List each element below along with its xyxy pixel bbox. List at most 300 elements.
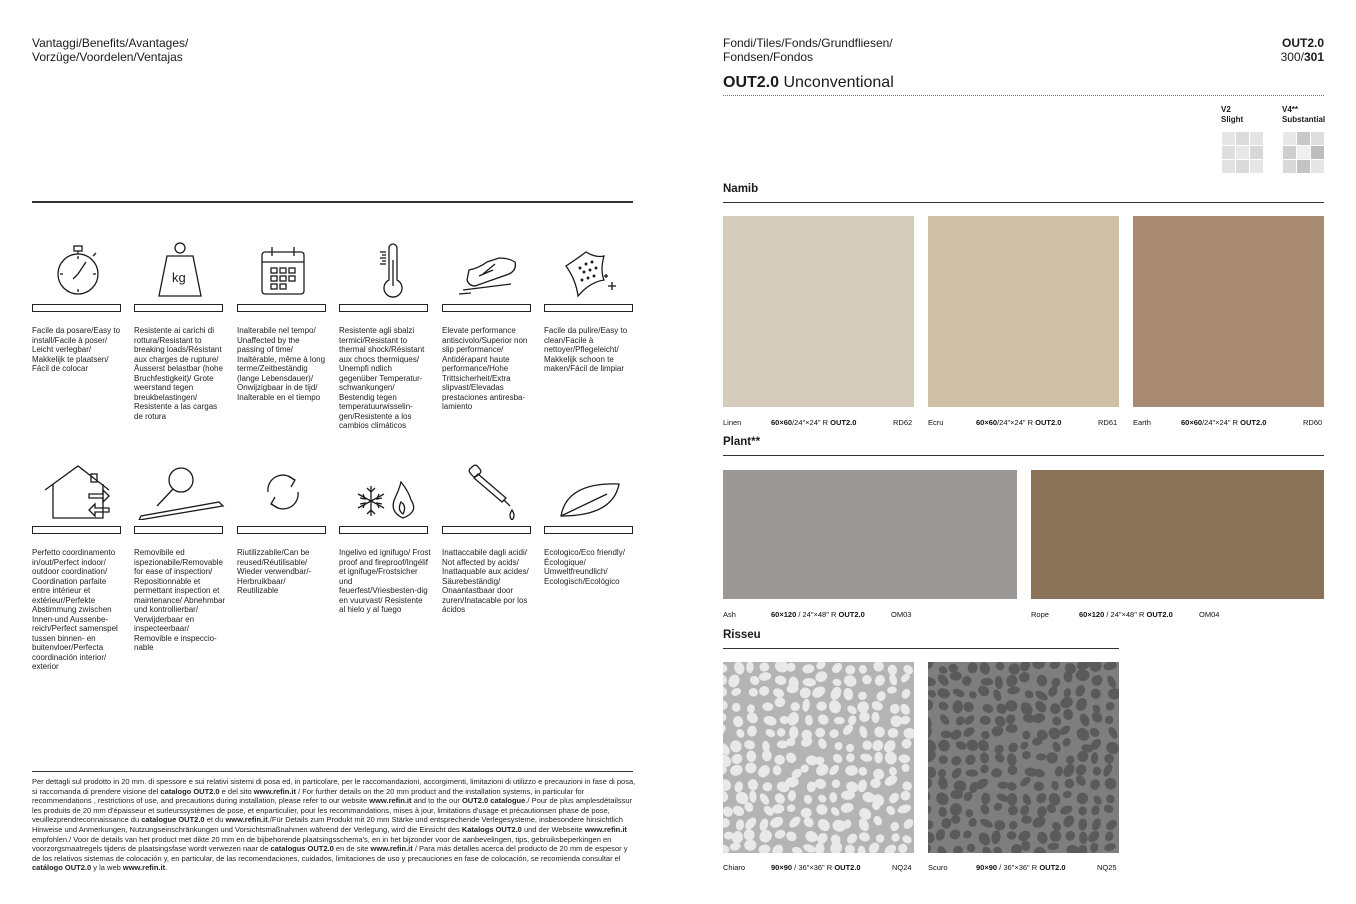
tile-swatch-ecru (928, 216, 1119, 407)
pebble (874, 752, 883, 764)
pebble (928, 662, 935, 671)
tile-name: Scuro (928, 863, 948, 872)
pebble (1074, 774, 1088, 788)
pebble (831, 752, 844, 765)
pebble (1031, 814, 1048, 829)
pebble (967, 817, 978, 828)
pebble (1033, 781, 1045, 792)
pebble (1006, 781, 1018, 793)
anti-slip-shoe-icon (442, 238, 534, 298)
pebble (948, 828, 962, 841)
pebble (756, 763, 772, 780)
tile-code: RD62 (893, 418, 913, 427)
pebble (843, 687, 855, 701)
pebble (1104, 830, 1115, 842)
pebble (949, 802, 964, 817)
pebble (1063, 687, 1072, 698)
pebble (762, 750, 772, 762)
pebble (1092, 794, 1104, 806)
section-title-risseu: Risseu (723, 629, 761, 641)
pebble (941, 817, 952, 829)
benefit-acid-resistant (442, 460, 534, 615)
pebble (830, 662, 844, 675)
pebble (859, 753, 873, 763)
pebble (1054, 766, 1064, 778)
brand-name: OUT2.0 (1281, 36, 1324, 50)
pebble (1023, 689, 1035, 700)
pebble (1074, 762, 1089, 777)
page-number: 300/301 (1280, 50, 1324, 64)
pebble (1018, 662, 1032, 673)
pebble (744, 761, 758, 775)
pebble (843, 843, 857, 853)
variation-v4-swatch (1283, 132, 1324, 173)
pebble (861, 674, 872, 685)
pebble (963, 713, 976, 726)
pebble (846, 753, 855, 762)
inspection-magnifier-icon (134, 460, 226, 520)
brand-page-number (1281, 36, 1324, 64)
pebble (758, 672, 771, 682)
pebble (981, 703, 994, 715)
pebble (768, 815, 785, 830)
pebble (1061, 736, 1072, 748)
left-header-line2: Vorzüge/Voordelen/Ventajas (32, 50, 183, 64)
pebble (1017, 670, 1031, 684)
pebble (994, 820, 1006, 831)
pebble (1059, 804, 1074, 817)
pebble (730, 752, 744, 766)
pebble (743, 815, 759, 831)
pebble (789, 726, 799, 739)
pebble (814, 669, 829, 683)
pebble (967, 662, 978, 674)
pebble (857, 779, 868, 793)
weight-kg-icon (134, 238, 226, 298)
pebble (723, 723, 728, 737)
pebble (845, 765, 858, 776)
pebble (846, 704, 859, 716)
pebble (885, 804, 897, 817)
pebble (940, 730, 951, 738)
pebble (1006, 830, 1017, 840)
pebble (1006, 752, 1018, 766)
pebble (1050, 780, 1059, 791)
pebble (937, 768, 947, 778)
pebble (979, 803, 991, 816)
benefit-text: Removibile ed ispezionabile/Removable for ease of inspection/ Repositionnable et permettant inspection et maintenance/ Abnehmbar und kontrollierbar/ Verwijderbaar en inspecteerbaar/ Removible e inspeccio-nable (134, 548, 226, 652)
pebble (731, 702, 742, 713)
pebble (814, 727, 826, 738)
pebble (949, 728, 964, 742)
pebble (1103, 662, 1118, 671)
pebble (901, 780, 914, 793)
pebble (758, 792, 771, 807)
pebble (858, 766, 868, 777)
pebble (784, 830, 798, 843)
pebble (870, 700, 884, 713)
pebble (883, 842, 898, 853)
pebble (800, 807, 812, 818)
pebble (761, 781, 773, 792)
pebble (900, 737, 914, 751)
pebble (1049, 702, 1062, 715)
pebble (816, 712, 831, 727)
pebble (833, 740, 844, 751)
pebble (1092, 766, 1101, 776)
pebble (815, 816, 832, 833)
tile-swatch-rope (1031, 470, 1324, 599)
pebble (936, 687, 951, 701)
pebble (899, 790, 911, 802)
pebble (787, 790, 797, 802)
tile-size: 60×120 / 24"×48" R OUT2.0 (1079, 610, 1173, 619)
pebble-pattern (723, 662, 914, 853)
pebble (859, 711, 871, 723)
pebble (1066, 844, 1081, 853)
pebble (962, 829, 974, 840)
pebble (842, 673, 859, 689)
pebble (1004, 673, 1019, 689)
pebble (965, 808, 974, 818)
benefit-text: Resistente ai carichi di rottura/Resistant to breaking loads/Résistant aux charges de rupture/ Äusserst belastbar (hohe Bruchfestigkeit)/ Grote weerstand tegen breukbelastingen/ Resistente a las cargas de rotura (134, 326, 223, 421)
pebble (902, 727, 914, 741)
pebble (1090, 752, 1098, 765)
pebble (723, 818, 730, 828)
pebble (928, 819, 935, 831)
pebble (1033, 699, 1049, 715)
pebble (758, 817, 770, 832)
pebble (858, 725, 869, 739)
tile-swatch-chiaro (723, 662, 914, 853)
pebble (1006, 724, 1018, 733)
pebble (1022, 730, 1031, 740)
pebble (757, 827, 775, 845)
benefit-easy-clean (544, 238, 636, 374)
tile-code: OM04 (1199, 610, 1220, 619)
pebble (870, 738, 885, 753)
pebble (1036, 753, 1047, 761)
pebble (731, 804, 746, 819)
pebble (828, 685, 843, 702)
pebble (827, 763, 841, 777)
pebble (1103, 714, 1115, 726)
pebble (1051, 715, 1063, 727)
benefit-frost-fire (339, 460, 431, 615)
pebble (1006, 741, 1019, 755)
page-title: OUT2.0 Unconventional (723, 74, 894, 91)
pebble (1074, 696, 1089, 712)
pebble (758, 685, 771, 697)
pebble (747, 778, 760, 791)
pebble (723, 788, 730, 804)
pebble (726, 673, 741, 690)
recycle-arrows-icon (237, 460, 329, 520)
pebble (897, 842, 909, 853)
calendar-icon (237, 238, 329, 298)
pebble (1089, 673, 1104, 688)
pebble (776, 727, 787, 738)
pebble (1004, 712, 1017, 726)
pebble (937, 700, 950, 712)
pebble (1089, 842, 1098, 853)
pebble (723, 684, 729, 699)
pebble (786, 710, 801, 727)
pebble (888, 766, 898, 777)
pebble (1007, 793, 1017, 806)
pebble (928, 830, 937, 845)
pebble (828, 728, 839, 739)
pebble (847, 714, 858, 726)
pebble (1075, 669, 1090, 681)
benefit-bar (32, 304, 121, 312)
pebble (1058, 695, 1075, 711)
pebble (965, 769, 978, 777)
pebble (890, 832, 901, 843)
pebble (745, 710, 760, 725)
pebble (980, 716, 991, 726)
pebble (1032, 712, 1047, 724)
pebble (758, 844, 771, 853)
pebble (1078, 806, 1087, 816)
pebble (936, 738, 952, 754)
tile-size: 90×90 / 36"×36" R OUT2.0 (976, 863, 1066, 872)
pebble (1074, 684, 1087, 698)
tile-name: Earth (1133, 418, 1151, 427)
pebble (1063, 708, 1074, 720)
benefit-thermal-shock (339, 238, 431, 431)
pebble (883, 750, 898, 766)
pebble (730, 687, 742, 698)
pebble (802, 698, 811, 712)
pebble (1036, 674, 1049, 688)
pebble (798, 685, 813, 700)
pebble (1036, 805, 1048, 819)
pebble (978, 662, 991, 676)
pebble (1108, 688, 1119, 699)
pebble (829, 792, 838, 803)
svg-text:kg: kg (172, 270, 186, 285)
right-header-line1: Fondi/Tiles/Fonds/Grundfliesen/ (723, 36, 893, 50)
pebble-pattern (928, 662, 1119, 853)
pebble (928, 676, 937, 688)
pebble (845, 832, 859, 846)
pebble (928, 804, 933, 816)
footnote-divider (32, 771, 633, 772)
pebble (1061, 813, 1076, 829)
pebble (1018, 775, 1032, 788)
pebble (883, 773, 899, 788)
pebble (1034, 791, 1048, 805)
footnote: Per dettagli sul prodotto in 20 mm. di spessore e sui relativi sistemi di posa ed, in particolare, per le raccomandazioni, accorgimenti, limitazioni di utilizzo e precauzioni in fase di posa, si raccomanda di prendere visione del catalogo OUT2.0 e del sito www.refin.it / For further details on the 20 mm product and the installation systems, in particular for recommendations , restrictions of use, and precautions during installation, please refer to our website www.refin.it and to the our OUT2.0 catalogue./ Pour de plus amplesdétailssur les produits de 20 mm d'épaisseur et surleurssystèmes de pose, et enparticulier, pour les recommandations, mises à jour, limitations d'usage et précautionsen phase de pose, veuillezprendreconnaissance du catalogue OUT2.0 et du www.refin.it./Für Details zum Produkt mit 20 mm Stärke und entsprechende Verlegesysteme, insbesondere hinsichtlich Hinweise und Anmerkungen, Nutzungseinschränkungen und Vorsichtsmaßnahmen während der Verlegung, wird die Einsicht des Katalogs OUT2.0 und der Webseite www.refin.it empfohlen./ Voor de details van het product met dikte 20 mm en de bijbehorende plaatsingsschema's, en in het bijzonder voor de aanbevelingen, tips, gebruiksbeperkingen en voorzorgsmaatregels tijdens de plaatsingsfase wordt verwezen naar de catalogus OUT2.0 en de site www.refin.it / Para más detalles acerca del producto de 20 mm de espesor y de los relativos sistemas de colocación y, en particular, de las recomendaciones, cuidados, limitaciones de uso y precauciones en fase de colocación, se recomienda consultar el catálogo OUT2.0 y la web www.refin.it. (32, 777, 636, 873)
pebble (1063, 778, 1075, 790)
pebble (827, 698, 843, 715)
tile-name: Ecru (928, 418, 944, 427)
leaf-icon (544, 460, 636, 520)
pebble (1062, 790, 1072, 799)
pebble (979, 729, 991, 741)
pebble (723, 777, 733, 793)
pebble (1090, 817, 1102, 832)
pebble (1008, 820, 1018, 830)
pebble (887, 686, 898, 694)
right-header-line2: Fondsen/Fondos (723, 50, 814, 64)
pebble (1018, 804, 1031, 818)
pebble (791, 845, 804, 853)
pebble (889, 820, 901, 832)
pebble (802, 663, 815, 674)
tile-code: NQ25 (1097, 863, 1117, 872)
pebble (759, 662, 769, 671)
thermometer-icon (339, 238, 431, 298)
pebble (928, 842, 933, 853)
pebble (1063, 829, 1077, 843)
pebble (998, 782, 1009, 789)
pebble (952, 700, 964, 715)
pebble (743, 829, 755, 841)
tile-swatch-scuro (928, 662, 1119, 853)
pebble (784, 750, 799, 765)
pebble (802, 843, 817, 853)
pebble (992, 688, 1003, 702)
pebble (786, 662, 796, 672)
pebble (829, 805, 841, 817)
pebble (979, 817, 995, 830)
section-title-namib: Namib (723, 183, 759, 195)
pebble (1086, 829, 1101, 845)
pebble (951, 790, 964, 799)
pebble (1035, 830, 1049, 845)
pebble (1088, 726, 1101, 738)
pebble (790, 702, 800, 712)
pebble (976, 683, 991, 698)
pebble (928, 789, 932, 802)
pebble (814, 762, 831, 779)
pebble (950, 671, 962, 681)
benefit-breaking-load (134, 238, 226, 421)
pebble (1106, 674, 1118, 689)
pebble (1076, 792, 1089, 805)
pebble (746, 662, 753, 673)
pebble (810, 684, 827, 700)
benefit-anti-slip (442, 238, 534, 412)
pebble (834, 717, 845, 724)
benefit-bar (339, 304, 428, 312)
tile-name: Ash (723, 610, 736, 619)
benefit-bar (442, 526, 531, 534)
variation-v2-label: V2 Slight (1221, 105, 1244, 124)
pebble (845, 743, 855, 753)
benefit-text: Resistente agli sbalzi termici/Resistant to thermal shock/Résistant aux chocs thermiques/ Unempfi ndlich gegenüber Temperatur-schwankungen/ Bestendig tegen temperatuurwisselin-gen/Resistente a los cambios climáticos (339, 326, 425, 430)
pebble (1034, 689, 1050, 703)
tile-name: Chiaro (723, 863, 746, 872)
pebble (976, 738, 991, 753)
pebble (773, 791, 787, 806)
pebble (857, 817, 871, 833)
pebble (897, 803, 913, 815)
pebble (735, 819, 745, 831)
pebble (857, 845, 866, 853)
pebble (844, 664, 856, 676)
pebble (981, 678, 994, 686)
pebble (858, 664, 867, 674)
left-divider (32, 201, 633, 203)
pebble (928, 764, 939, 780)
pebble (1074, 725, 1092, 743)
tile-code: NQ24 (892, 863, 912, 872)
pebble (1007, 686, 1021, 695)
pebble (928, 688, 937, 699)
pebble (954, 739, 968, 751)
pebble (773, 696, 786, 709)
pebble (731, 830, 744, 845)
pebble (802, 793, 813, 805)
benefit-reusable (237, 460, 329, 596)
pebble (1047, 842, 1059, 850)
pebble (858, 691, 868, 700)
section-title-plant: Plant** (723, 436, 761, 448)
pebble (981, 845, 993, 853)
pebble (949, 754, 963, 767)
stopwatch-icon (32, 238, 124, 298)
pebble (858, 831, 871, 843)
pebble (743, 739, 756, 750)
pebble (747, 704, 755, 713)
pebble (1078, 818, 1088, 831)
benefit-text: Inalterabile nel tempo/ Unaffected by the passing of time/ Inaltérable, même à long terme/Zeitbeständig (lange Lebensdauer)/ Onwijzigbaar in de tijd/ Inalterable en el tiempo (237, 326, 326, 402)
benefit-indoor-outdoor (32, 460, 124, 672)
pebble (992, 801, 1004, 812)
pebble (1049, 662, 1061, 670)
pebble (735, 727, 746, 739)
tile-size: 60×120 / 24"×48" R OUT2.0 (771, 610, 865, 619)
pebble (1104, 793, 1116, 805)
pebble (1078, 844, 1088, 853)
pebble (900, 687, 912, 700)
pebble (936, 672, 951, 688)
tile-size: 90×90 / 36"×36" R OUT2.0 (771, 863, 861, 872)
pebble (723, 843, 731, 853)
pebble (968, 690, 978, 700)
pebble (990, 830, 1001, 845)
pebble (938, 665, 949, 676)
pebble (773, 828, 786, 840)
pebble (762, 715, 777, 727)
benefit-bar (544, 526, 633, 534)
pebble (1022, 751, 1031, 760)
pebble (979, 752, 989, 764)
pebble (1007, 804, 1020, 817)
pebble (802, 678, 816, 687)
pebble (786, 803, 796, 812)
pebble (951, 815, 961, 824)
pebble (804, 829, 820, 844)
pebble (979, 763, 991, 775)
benefit-bar (442, 304, 531, 312)
acid-pipette-icon (442, 460, 534, 520)
pebble (938, 806, 948, 817)
pebble (872, 725, 887, 740)
tile-size: 60×60/24"×24" R OUT2.0 (771, 418, 857, 427)
pebble (723, 741, 732, 757)
pebble (830, 778, 841, 790)
tile-code: RD61 (1098, 418, 1118, 427)
pebble (1032, 662, 1046, 670)
pebble (928, 697, 936, 714)
pebble (1103, 803, 1115, 814)
pebble (747, 725, 758, 737)
benefit-text: Inattaccabile dagli acidi/ Not affected by acids/ Inattaquable aux acides/ Säurebeständig/ Onaantastbaar door zuren/Inatacable por los ácidos (442, 548, 529, 614)
